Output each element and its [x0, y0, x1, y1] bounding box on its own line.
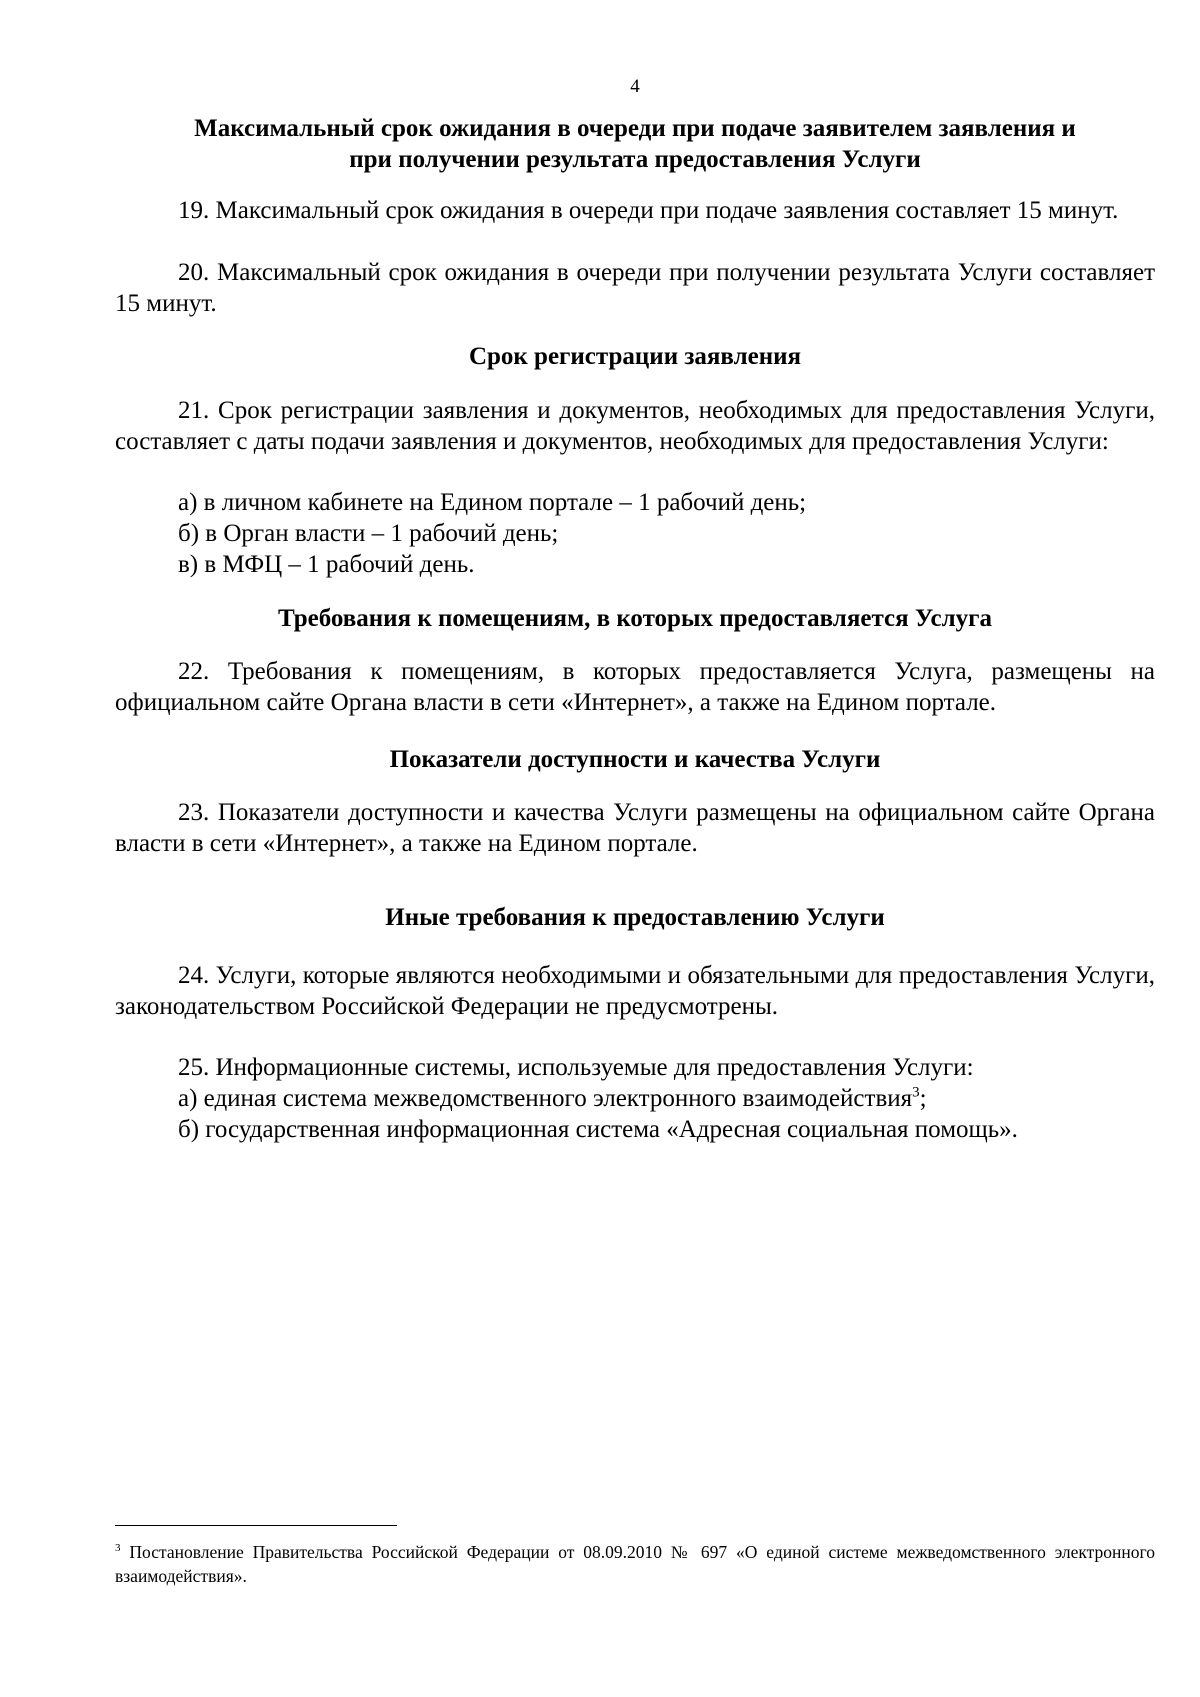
section-heading-queue-time	[115, 113, 1155, 175]
section-heading-other-requirements: Иные требования к предоставлению Услуги	[385, 904, 885, 931]
paragraph-20: 20. Максимальный срок ожидания в очереди при получении результата Услуги составляет 15 минут.	[115, 259, 1155, 317]
paragraph-24: 24. Услуги, которые являются необходимыми и обязательными для предоставления Услуги, законодательством Российской Федерации не предусмотрены.	[115, 962, 1155, 1020]
section-heading-premises: Требования к помещениям, в которых предоставляется Услуга	[277, 605, 993, 632]
list-item-text: а) единая система межведомственного электронного взаимодействия	[178, 1085, 913, 1112]
footnote-divider	[115, 1525, 397, 1526]
list-item: а) в личном кабинете на Едином портале – 1 рабочий день;	[178, 489, 807, 516]
list-item: в) в МФЦ – 1 рабочий день.	[178, 551, 475, 578]
paragraph-22: 22. Требования к помещениям, в которых предоставляется Услуга, размещены на официальном сайте Органа власти в сети «Интернет», а также на Едином портале.	[115, 658, 1155, 716]
list-item-end: ;	[919, 1085, 927, 1112]
page-number: 4	[630, 76, 640, 97]
list-item: б) в Орган власти – 1 рабочий день;	[178, 520, 559, 547]
paragraph-21: 21. Срок регистрации заявления и документов, необходимых для предоставления Услуги, составляет с даты подачи заявления и документов, необходимых для предоставления Услуги:	[115, 397, 1155, 455]
paragraph-23: 23. Показатели доступности и качества Услуги размещены на официальном сайте Органа власти в сети «Интернет», а также на Едином портале.	[115, 799, 1155, 857]
footnote-reference: 3	[912, 1084, 920, 1101]
footnote-mark: 3	[115, 1542, 121, 1555]
section-heading-quality: Показатели доступности и качества Услуги	[389, 746, 881, 773]
heading-line: при получении результата предоставления Услуги	[349, 146, 921, 173]
footnote	[115, 1540, 1155, 1588]
footnote-text: Постановление Правительства Российской Федерации от 08.09.2010 № 697 «О единой системе межведомственного электронного взаимодействия».	[115, 1542, 1155, 1586]
document-page	[115, 0, 1155, 1697]
paragraph-19: 19. Максимальный срок ожидания в очереди при подаче заявления составляет 15 минут.	[178, 197, 1119, 224]
heading-line: Максимальный срок ожидания в очереди при подаче заявителем заявления и	[194, 115, 1076, 142]
list-item	[178, 1083, 1155, 1114]
paragraph-25: 25. Информационные системы, используемые для предоставления Услуги:	[178, 1054, 974, 1081]
section-heading-registration: Срок регистрации заявления	[468, 343, 802, 370]
list-item: б) государственная информационная система «Адресная социальная помощь».	[178, 1116, 1018, 1143]
